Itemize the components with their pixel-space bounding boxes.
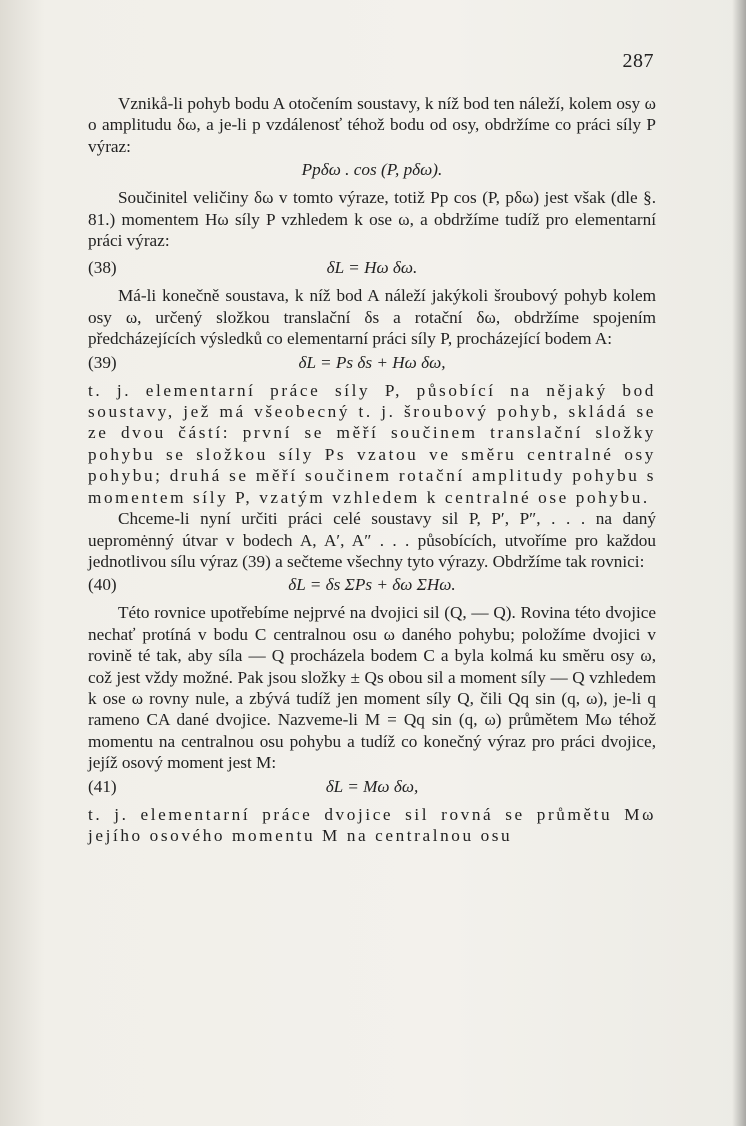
equation-41 (88, 776, 656, 800)
equation-formula: δL = Hω δω. (326, 258, 418, 278)
paragraph-5: Chceme-li nyní určiti práci celé soustavy sil P, P′, P″, . . . na daný uepromėnný útvar v bodech A, A′, A″ . . . působících, utvoříme pro každou jednotlivou sílu výraz (39) a sečteme všechny tyto výrazy. Obdržíme tak rovnici: (88, 509, 656, 571)
paragraph-3: Má-li konečně soustava, k níž bod A náleží jakýkoli šroubový pohyb kolem osy ω, určený složkou translační δs a rotační δω, obdržíme spojením předcházejících výsledků co elementarní práci síly P, procházející bodem A: (88, 286, 656, 349)
equation-formula: δL = δs ΣPs + δω ΣHω. (288, 575, 456, 595)
paragraph-1: Vznikå-li pohyb bodu A otočením soustavy, k níž bod ten náleží, kolem osy ω o amplitudu δω, a je-li p vzdálenosť téhož bodu od osy, obdržíme co práci síly P výraz: (88, 94, 656, 156)
paragraph-6: Této rovnice upotřebíme nejprvé na dvojici sil (Q, — Q). Rovina této dvojice nechať protíná v bodu C centralnou osu ω daného pohybu; položíme dvojici v rovině té tak, aby síla — Q procházela bodem C a byla kolmá ku směru osy ω, což jest vždy možné. Pak jsou složky ± Qs obou sil a moment síly — Q vzhledem k ose ω rovny nule, a zbývá tudíž jen moment síly Q, čili Qq sin (q, ω), je-li q rameno CA dané dvojice. Nazveme-li M = Qq sin (q, ω) průmětem Mω téhož momentu na centralnou osu pohybu a tudíž co konečný výraz pro práci dvojice, jejíž osový moment jest M: (88, 603, 656, 773)
equation-39 (88, 352, 656, 376)
equation-formula: δL = Mω δω, (325, 776, 419, 796)
paragraph-2: Součinitel veličiny δω v tomto výraze, totiž Pp cos (P, pδω) jest však (dle §. 81.) momentem Hω síly P vzhledem k ose ω, a obdržíme tudíž pro elementarní práci výraz: (88, 188, 656, 251)
equation-number: (39) (88, 352, 117, 372)
paragraph-4-emphasis: t. j. elementarní práce síly P, působící na nějaký bod soustavy, jež má všeobecný t. j. šroubový pohyb, skládá se ze dvou částí: první se měří součinem translační složky pohybu se složkou síly Ps vzatou ve směru centralné osy pohybu; druhá se měří součinem rotační amplitudy pohybu s momentem síly P, vzatým vzhledem k centralné ose pohybu. (88, 380, 656, 507)
page-body (88, 93, 656, 846)
page-number: 287 (622, 50, 654, 72)
equation-number: (40) (88, 575, 117, 595)
equation-40 (88, 574, 656, 598)
equation-unnumbered (88, 159, 656, 183)
equation-formula: Ppδω . cos (P, pδω). (301, 160, 443, 180)
equation-number: (38) (88, 258, 117, 278)
equation-38 (88, 257, 656, 281)
paragraph-7-emphasis: t. j. elementarní práce dvojice sil rovná se průmětu Mω jejího osového momentu M na centralnou osu (88, 804, 656, 845)
equation-number: (41) (88, 776, 117, 796)
page-edge-shadow (732, 0, 746, 1126)
equation-formula: δL = Ps δs + Hω δω, (298, 352, 446, 372)
